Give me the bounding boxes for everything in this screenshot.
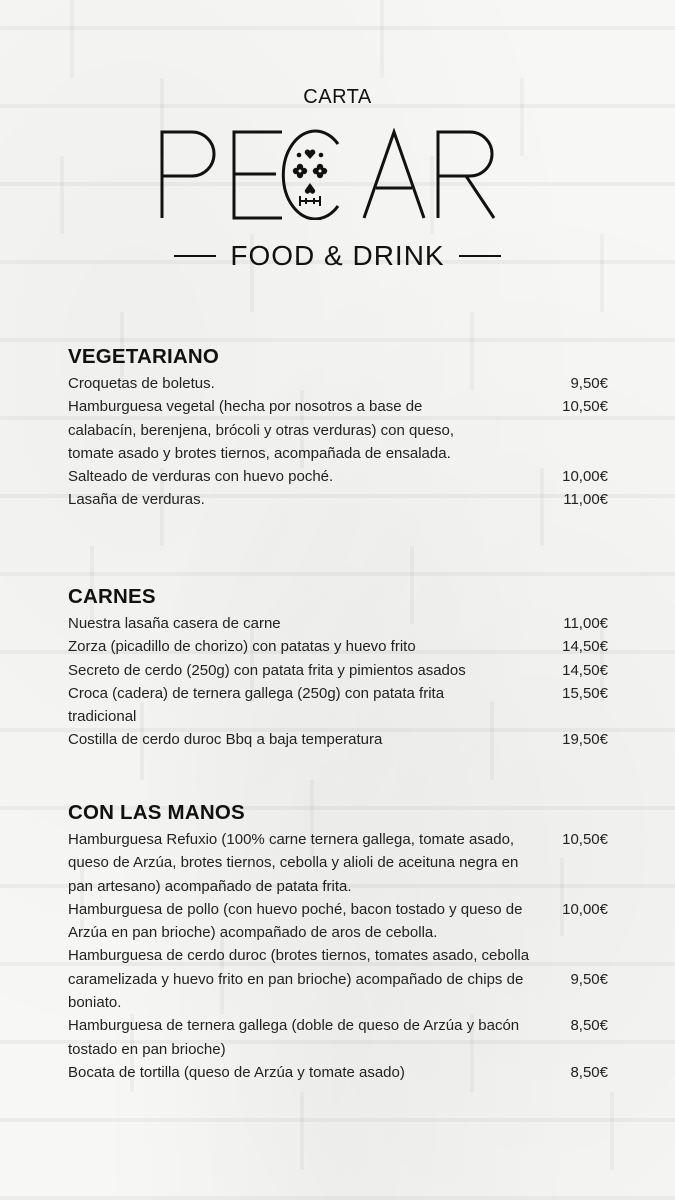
item-price: 8,50€ (570, 1063, 608, 1081)
menu-item (68, 372, 608, 395)
item-description: Hamburguesa de ternera gallega (doble de queso de Arzúa y bacón tostado en pan brioche) (68, 1017, 520, 1058)
item-price: 9,50€ (570, 375, 608, 392)
item-description: Croquetas de boletus. (68, 375, 215, 392)
item-description: Salteado de verduras con huevo poché. (68, 468, 334, 486)
item-price: 10,00€ (562, 900, 608, 918)
tagline (0, 238, 675, 274)
menu-item (68, 1061, 608, 1084)
section-title: VEGETARIANO (68, 345, 220, 368)
carta-label: CARTA (303, 86, 372, 108)
menu-item (68, 659, 608, 682)
item-description: Hamburguesa de cerdo duroc (brotes tiernos, tomates asado, cebolla caramelizada y huevo frito en pan brioche) acompañado de chips de boniato. (68, 947, 530, 1012)
menu-item (68, 612, 608, 635)
item-price: 10,50€ (562, 398, 608, 416)
item-price: 15,50€ (562, 684, 608, 702)
brand-logo (158, 128, 518, 220)
item-description: Zorza (picadillo de chorizo) con patatas y huevo frito (68, 638, 416, 656)
menu-item (68, 898, 608, 945)
item-price: 10,50€ (562, 831, 608, 848)
item-description: Hamburguesa Refuxio (100% carne ternera gallega, tomate asado, queso de Arzúa, brotes tiernos, cebolla y alioli de aceituna negra en pan artesano) acompañado de patata frita. (68, 831, 519, 895)
divider-right (459, 255, 501, 257)
section-vegetariano (68, 342, 608, 512)
item-price: 10,00€ (562, 468, 608, 486)
menu-item (68, 1014, 608, 1061)
item-description: Hamburguesa de pollo (con huevo poché, bacon tostado y queso de Arzúa en pan brioche) acompañado de aros de cebolla. (68, 900, 523, 942)
item-description: Costilla de cerdo duroc Bbq a baja temperatura (68, 731, 383, 749)
item-price: 9,50€ (570, 970, 608, 988)
menu-item (68, 395, 608, 465)
menu-item (68, 728, 608, 751)
menu-item (68, 635, 608, 658)
tagline-text: FOOD & DRINK (230, 240, 445, 271)
item-price: 14,50€ (562, 661, 608, 679)
menu-item (68, 465, 608, 488)
item-price: 19,50€ (562, 731, 608, 749)
divider-left (174, 255, 216, 257)
item-price: 14,50€ (562, 638, 608, 656)
item-description: Croca (cadera) de ternera gallega (250g) con patata frita tradicional (68, 684, 445, 726)
section-title: CARNES (68, 585, 156, 608)
item-description: Secreto de cerdo (250g) con patata frita y pimientos asados (68, 661, 466, 679)
item-description: Nuestra lasaña casera de carne (68, 615, 281, 632)
item-description: Bocata de tortilla (queso de Arzúa y tomate asado) (68, 1063, 405, 1081)
item-price: 11,00€ (563, 491, 608, 509)
menu-item (68, 828, 608, 898)
item-description: Hamburguesa vegetal (hecha por nosotros a base de calabacín, berenjena, brócoli y otras verduras) con queso, tomate asado y brotes tiernos, acompañada de ensalada. (68, 398, 455, 462)
section-title: CON LAS MANOS (68, 801, 245, 824)
menu-item (68, 488, 608, 511)
sugar-skull-icon (293, 149, 327, 206)
section-con-las-manos (68, 798, 608, 1084)
item-price: 11,00€ (563, 615, 608, 632)
item-description: Lasaña de verduras. (68, 491, 205, 509)
menu-item (68, 682, 608, 729)
section-carnes (68, 582, 608, 752)
item-price: 8,50€ (570, 1017, 608, 1035)
menu-item (68, 944, 608, 1014)
